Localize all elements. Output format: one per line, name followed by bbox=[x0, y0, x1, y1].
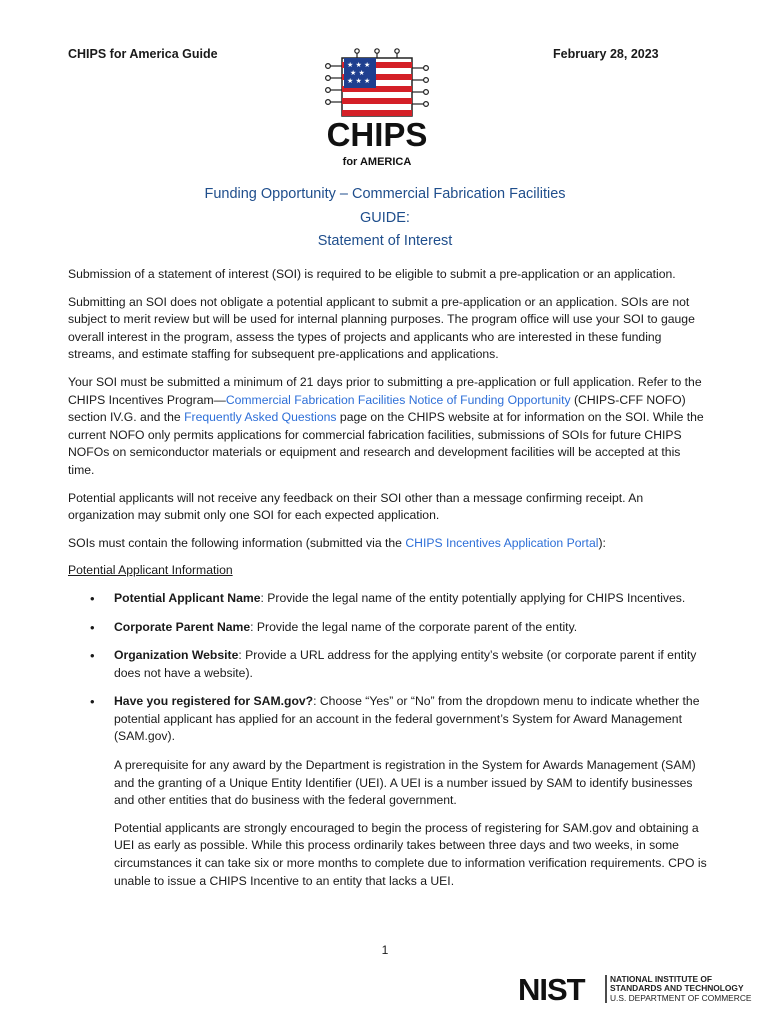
nist-caption bbox=[610, 975, 751, 1003]
paragraph-5 bbox=[68, 535, 708, 553]
bullet-label: Organization Website bbox=[114, 648, 239, 663]
title-line-1: Funding Opportunity – Commercial Fabrication Facilities bbox=[204, 186, 566, 202]
paragraph-5-text-1: SOIs must contain the following information (submitted via the bbox=[68, 535, 406, 550]
svg-text:★ ★: ★ ★ bbox=[350, 69, 365, 77]
bullet-text: : Provide a URL address for the applying entity’s website (or corporate parent if entity does not have a website). bbox=[114, 648, 697, 680]
paragraph-3-text-2: (CHIPS-CFF NOFO) section IV.G. and the bbox=[68, 392, 686, 425]
bullet-label: Have you registered for SAM.gov? bbox=[114, 694, 314, 709]
application-portal-link[interactable]: CHIPS Incentives Application Portal bbox=[405, 535, 599, 550]
paragraph-3 bbox=[68, 374, 708, 480]
paragraph-4: Potential applicants will not receive any feedback on their SOI other than a message confirming receipt. An organization may submit only one SOI for each expected application. bbox=[68, 490, 644, 523]
nofo-link[interactable]: Commercial Fabrication Facilities Notice of Funding Opportunity bbox=[225, 392, 571, 407]
header-title: CHIPS for America Guide bbox=[68, 47, 218, 61]
nist-line-1: NATIONAL INSTITUTE OF bbox=[610, 974, 713, 984]
paragraph-3-text-3: page on the CHIPS website at for information on the SOI. While the current NOFO only permits applications for commercial fabrication facilities, submissions of SOIs for future CHIPS NOFOs on semiconductor materials or equipment and research and development facilities will be accepted at this time. bbox=[68, 410, 704, 477]
svg-text:★ ★ ★: ★ ★ ★ bbox=[347, 61, 371, 69]
logo-word: CHIPS bbox=[326, 116, 428, 153]
nist-mark: NIST bbox=[518, 972, 585, 1006]
info-bullet-list bbox=[68, 590, 708, 746]
faq-link[interactable]: Frequently Asked Questions bbox=[184, 410, 337, 425]
document-body bbox=[68, 266, 708, 900]
paragraph-1: Submission of a statement of interest (SOI) is required to be eligible to submit a pre-application or an application. bbox=[68, 267, 676, 281]
chips-logo bbox=[322, 48, 432, 172]
bullet-text: : Provide the legal name of the entity potentially applying for CHIPS Incentives. bbox=[260, 590, 686, 605]
bullet-text: : Choose “Yes” or “No” from the dropdown menu to indicate whether the potential applicant has applied for an account in the federal government’s System for Award Management (SAM.gov). bbox=[114, 694, 700, 744]
nist-line-3: U.S. DEPARTMENT OF COMMERCE bbox=[610, 992, 752, 1003]
title-line-3: Statement of Interest bbox=[317, 233, 453, 249]
list-item bbox=[68, 619, 708, 637]
svg-text:★ ★ ★: ★ ★ ★ bbox=[347, 77, 371, 85]
header-date: February 28, 2023 bbox=[553, 47, 659, 61]
section-title: Potential Applicant Information bbox=[68, 563, 233, 578]
bullet-label: Potential Applicant Name bbox=[114, 590, 261, 605]
title-line-2: GUIDE: bbox=[360, 209, 410, 226]
paragraph-5-text-2: ): bbox=[598, 535, 606, 550]
document-titles bbox=[0, 183, 770, 254]
list-item bbox=[68, 693, 708, 746]
list-item bbox=[68, 647, 708, 682]
bullet-text: : Provide the legal name of the corporate parent of the entity. bbox=[250, 619, 578, 634]
sam-registration-paragraph: Potential applicants are strongly encouraged to begin the process of registering for SAM.gov and obtaining a UEI as early as possible. While this process ordinarily takes between three days and two weeks, in some circumstances it can take six or more months to complete due to information verification requirements. CPO is unable to issue a CHIPS Incentive to an entity that lacks a UEI. bbox=[114, 820, 707, 888]
bullet-label: Corporate Parent Name bbox=[114, 619, 251, 634]
sam-prerequisite-paragraph: A prerequisite for any award by the Department is registration in the System for Awards Management (SAM) and the granting of a Unique Entity Identifier (UEI). A UEI is a number issued by SAM to identify businesses and other entities that do business with the federal government. bbox=[114, 758, 696, 808]
bullet-icon: • bbox=[90, 590, 95, 606]
list-item bbox=[68, 590, 708, 608]
paragraph-3-text-1: Your SOI must be submitted a minimum of 21 days prior to submitting a pre-application or full application. Refer to the CHIPS Incentives Program— bbox=[68, 374, 702, 407]
page-number: 1 bbox=[381, 943, 389, 957]
bullet-icon: • bbox=[90, 694, 95, 710]
bullet-icon: • bbox=[90, 648, 95, 664]
paragraph-2: Submitting an SOI does not obligate a potential applicant to submit a pre-application or an application. SOIs are not subject to merit review but will be used for internal planning purposes. The program office will use your SOI to gauge overall interest in the program, assess the types of projects and applicants who are interested in these funding streams, and estimate staffing for subsequent pre-applications and applications. bbox=[68, 294, 695, 362]
bullet-icon: • bbox=[90, 619, 95, 635]
nist-line-2: STANDARDS AND TECHNOLOGY bbox=[610, 983, 744, 994]
logo-tagline: for AMERICA bbox=[342, 156, 412, 168]
